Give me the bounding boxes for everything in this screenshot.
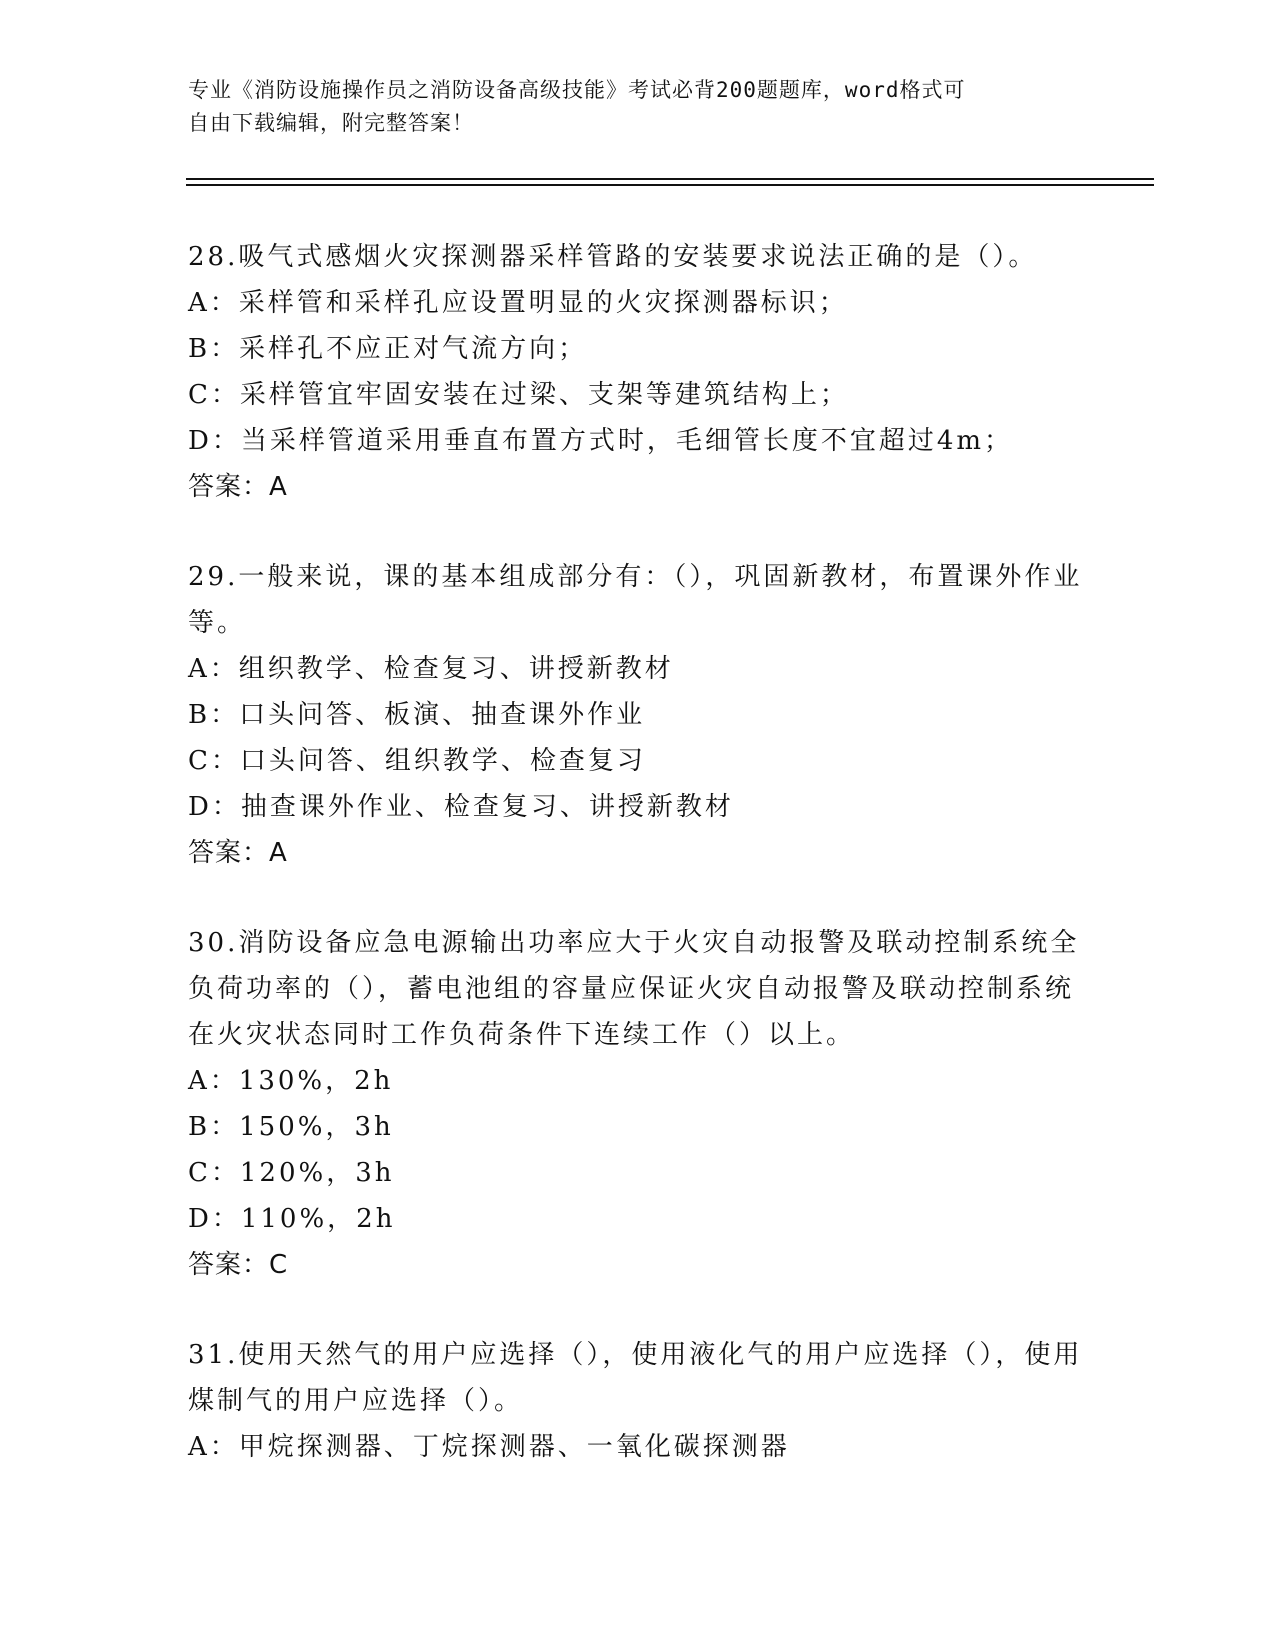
question-30 bbox=[188, 920, 1088, 1288]
question-stem: 31.使用天然气的用户应选择（），使用液化气的用户应选择（），使用煤制气的用户应选择（）。 bbox=[188, 1340, 1083, 1416]
option-b: B：口头问答、板演、抽查课外作业 bbox=[188, 700, 646, 730]
document-header bbox=[188, 74, 1068, 140]
answer: 答案：C bbox=[188, 1250, 289, 1280]
option-a: A：采样管和采样孔应设置明显的火灾探测器标识； bbox=[188, 288, 848, 318]
question-stem: 28.吸气式感烟火灾探测器采样管路的安装要求说法正确的是（）。 bbox=[188, 242, 1038, 272]
question-list bbox=[188, 234, 1088, 1514]
option-b: B：采样孔不应正对气流方向； bbox=[188, 334, 588, 364]
header-divider-top bbox=[186, 178, 1154, 180]
option-a: A：组织教学、检查复习、讲授新教材 bbox=[188, 654, 674, 684]
header-divider-bottom bbox=[186, 184, 1154, 186]
option-c: C：口头问答、组织教学、检查复习 bbox=[188, 746, 646, 776]
option-c: C：120%，3h bbox=[188, 1158, 395, 1188]
option-c: C：采样管宜牢固安装在过梁、支架等建筑结构上； bbox=[188, 380, 849, 410]
option-a: A：130%，2h bbox=[188, 1066, 394, 1096]
question-stem: 29.一般来说，课的基本组成部分有：（），巩固新教材，布置课外作业等。 bbox=[188, 562, 1083, 638]
option-b: B：150%，3h bbox=[188, 1112, 394, 1142]
option-d: D：抽查课外作业、检查复习、讲授新教材 bbox=[188, 792, 734, 822]
answer: 答案：A bbox=[188, 838, 288, 868]
question-stem: 30.消防设备应急电源输出功率应大于火灾自动报警及联动控制系统全负荷功率的（），蓄电池组的容量应保证火灾自动报警及联动控制系统在火灾状态同时工作负荷条件下连续工作（）以上。 bbox=[188, 928, 1080, 1050]
question-28 bbox=[188, 234, 1088, 510]
option-d: D：当采样管道采用垂直布置方式时，毛细管长度不宜超过4m； bbox=[188, 426, 1014, 456]
question-29 bbox=[188, 554, 1088, 876]
option-d: D：110%，2h bbox=[188, 1204, 396, 1234]
option-a: A：甲烷探测器、丁烷探测器、一氧化碳探测器 bbox=[188, 1432, 790, 1462]
header-line-2: 自由下载编辑，附完整答案！ bbox=[188, 111, 474, 135]
answer: 答案：A bbox=[188, 472, 288, 502]
header-line-1: 专业《消防设施操作员之消防设备高级技能》考试必背200题题库，word格式可 bbox=[188, 78, 966, 102]
question-31 bbox=[188, 1332, 1088, 1470]
